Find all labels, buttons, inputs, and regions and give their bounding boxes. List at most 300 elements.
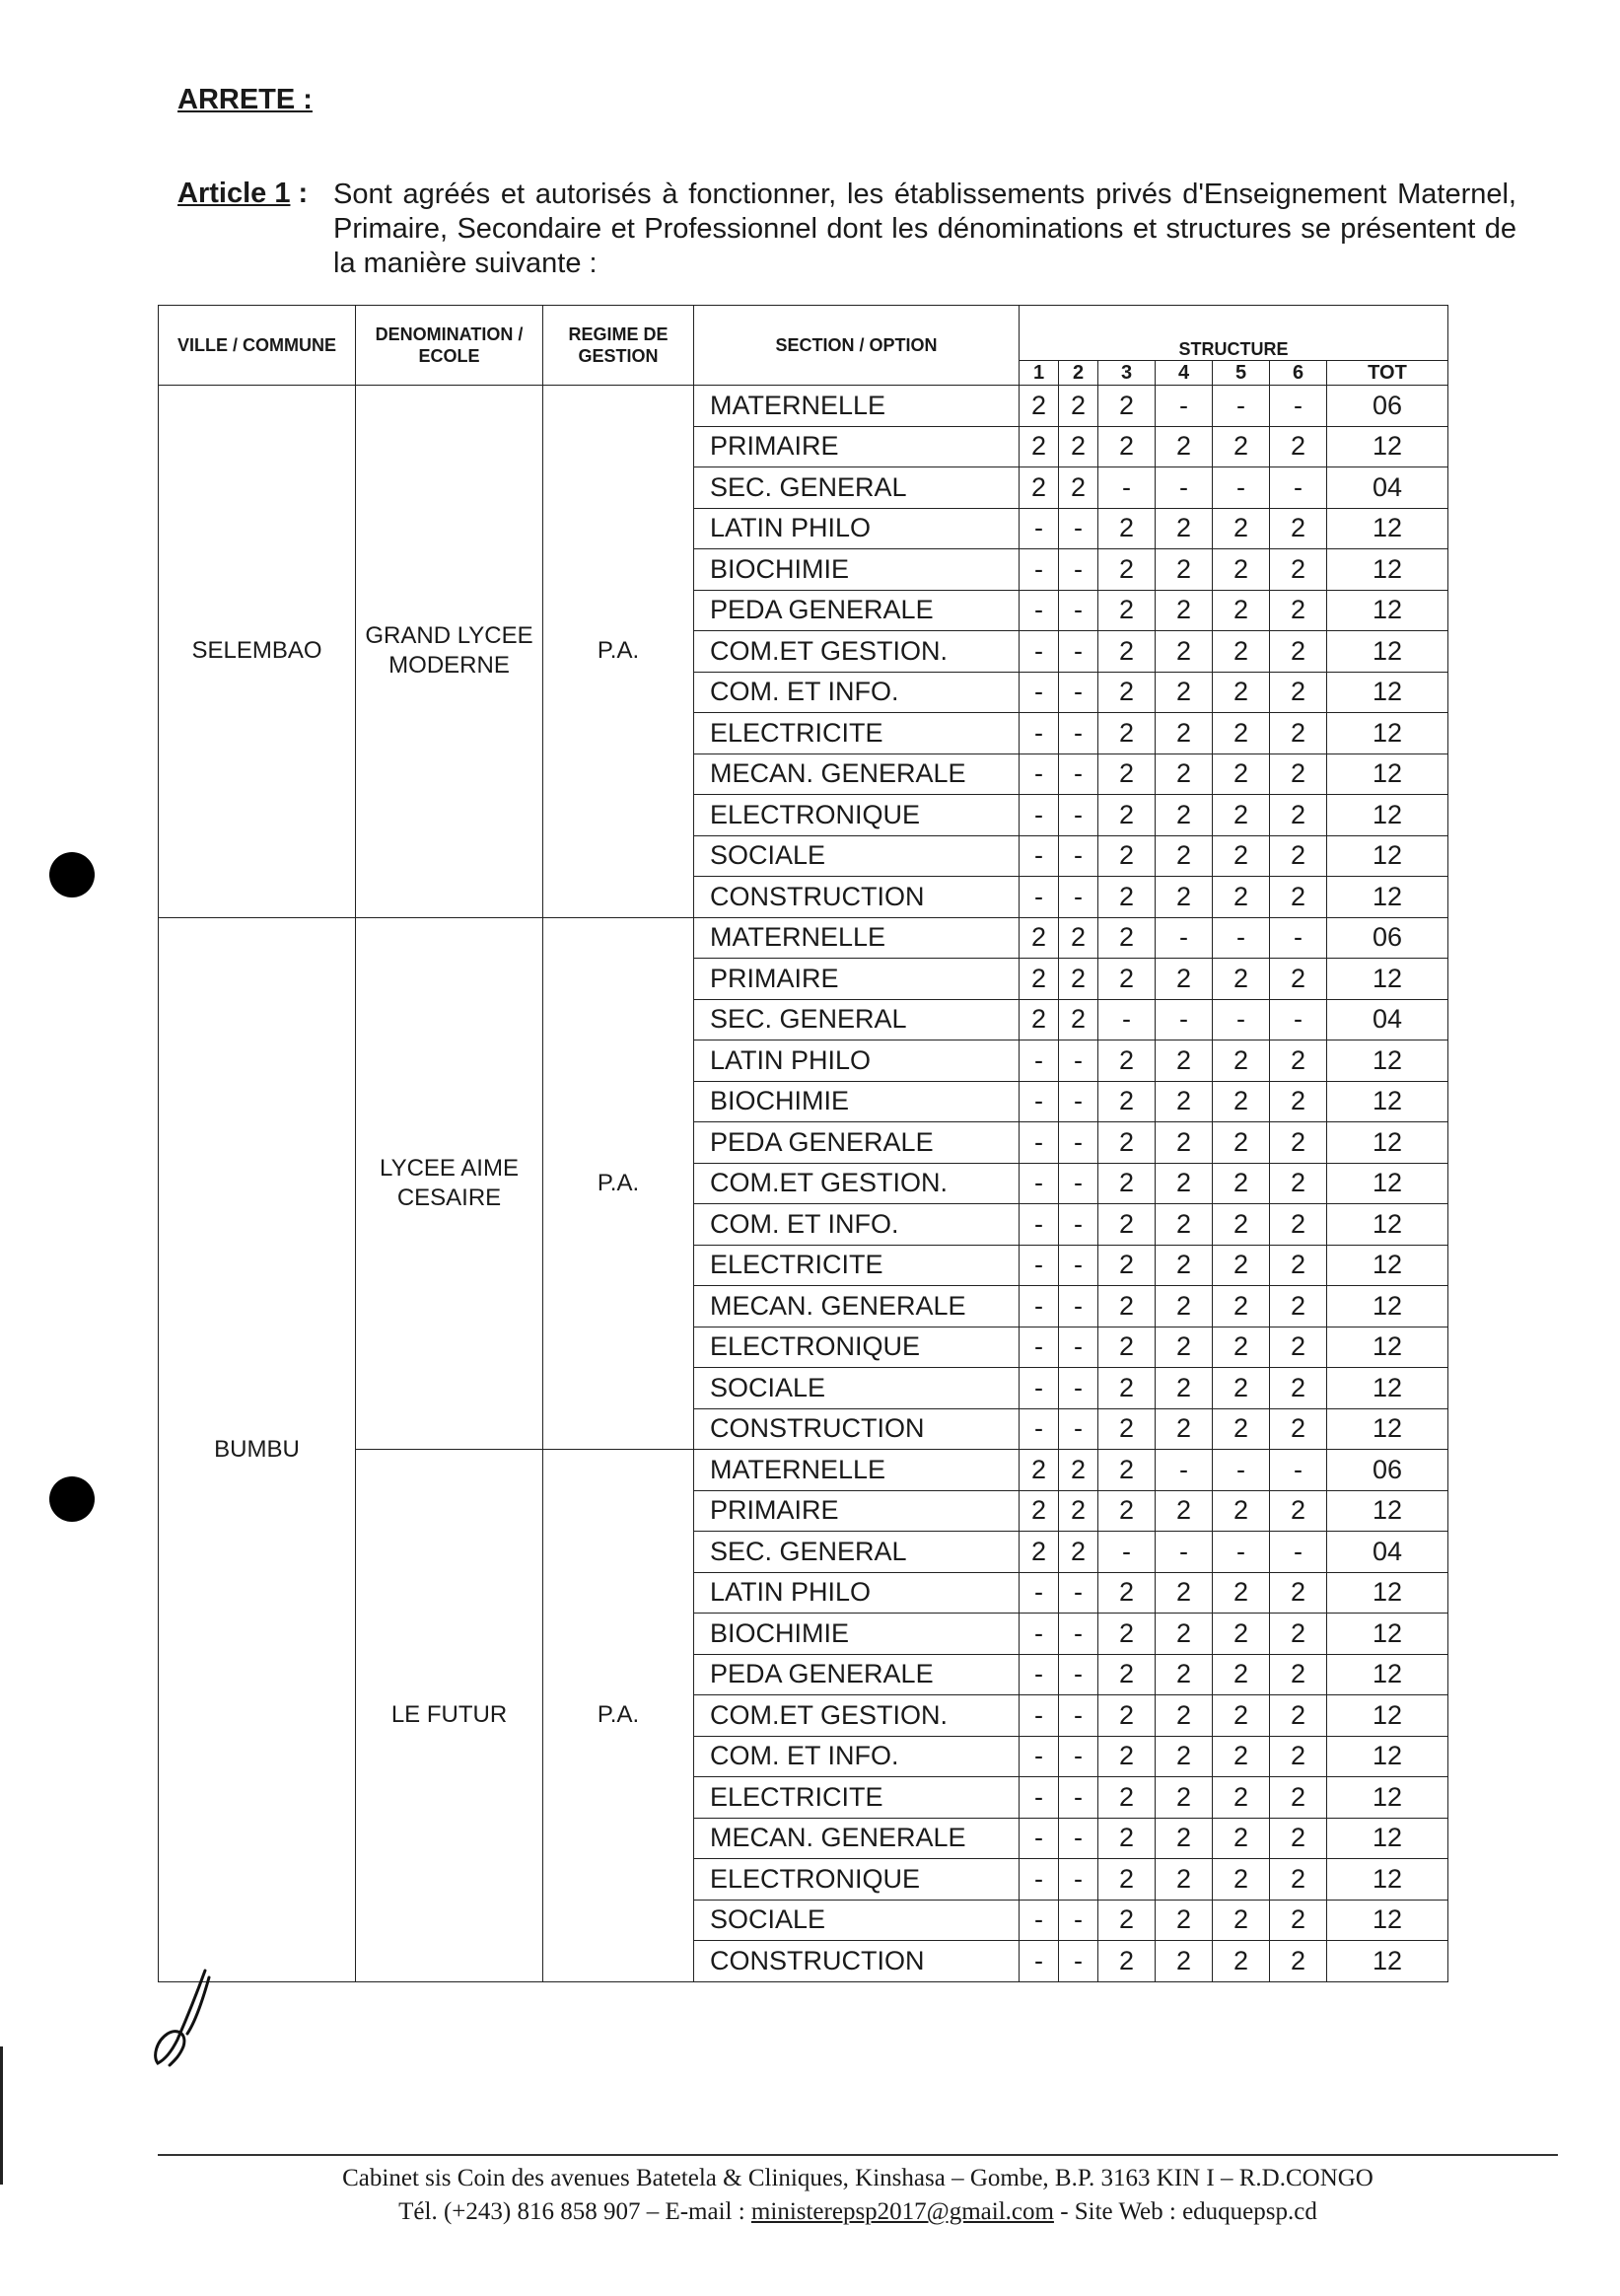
class-4-cell: 2	[1156, 959, 1213, 1000]
tot-cell: 12	[1327, 1368, 1448, 1409]
class-5-cell: 2	[1213, 713, 1270, 754]
class-1-cell: 2	[1020, 467, 1059, 509]
tot-cell: 04	[1327, 1532, 1448, 1573]
class-2-cell: -	[1059, 753, 1098, 795]
option-cell: ELECTRICITE	[694, 1245, 1020, 1286]
class-5-cell: 2	[1213, 1490, 1270, 1532]
option-cell: CONSTRUCTION	[694, 877, 1020, 918]
class-4-cell: 2	[1156, 1368, 1213, 1409]
class-1-cell: 2	[1020, 1532, 1059, 1573]
class-1-cell: -	[1020, 590, 1059, 631]
class-2-cell: 2	[1059, 426, 1098, 467]
class-6-cell: 2	[1270, 672, 1327, 713]
class-4-cell: 2	[1156, 1327, 1213, 1368]
class-1-cell: -	[1020, 1736, 1059, 1777]
class-3-cell: 2	[1098, 386, 1156, 427]
class-1-cell: -	[1020, 1163, 1059, 1204]
option-cell: BIOCHIMIE	[694, 1081, 1020, 1122]
class-2-cell: -	[1059, 1736, 1098, 1777]
class-6-cell: 2	[1270, 1040, 1327, 1082]
class-5-cell: 2	[1213, 1614, 1270, 1655]
class-1-cell: -	[1020, 1818, 1059, 1859]
school-name-cell: LE FUTUR	[356, 1450, 543, 1982]
tot-cell: 12	[1327, 1695, 1448, 1737]
class-6-cell: 2	[1270, 877, 1327, 918]
class-6-cell: 2	[1270, 753, 1327, 795]
article-label	[177, 178, 308, 210]
commune-cell: SELEMBAO	[159, 386, 356, 918]
class-4-cell: 2	[1156, 426, 1213, 467]
option-cell: MATERNELLE	[694, 1450, 1020, 1491]
class-5-cell: 2	[1213, 426, 1270, 467]
class-6-cell: 2	[1270, 1490, 1327, 1532]
class-5-cell: 2	[1213, 1777, 1270, 1819]
tot-cell: 12	[1327, 1204, 1448, 1246]
tot-cell: 12	[1327, 1286, 1448, 1327]
class-5-cell: 2	[1213, 1081, 1270, 1122]
class-3-cell: -	[1098, 999, 1156, 1040]
class-2-cell: 2	[1059, 1450, 1098, 1491]
option-cell: LATIN PHILO	[694, 1040, 1020, 1082]
class-3-cell: 2	[1098, 631, 1156, 673]
class-6-cell: 2	[1270, 713, 1327, 754]
tot-cell: 12	[1327, 1408, 1448, 1450]
class-5-cell: 2	[1213, 1163, 1270, 1204]
header-class-5: 5	[1213, 361, 1270, 386]
table-row	[159, 386, 1448, 427]
tot-cell: 12	[1327, 713, 1448, 754]
article-number: Article 1	[177, 178, 291, 209]
class-1-cell: 2	[1020, 1490, 1059, 1532]
class-3-cell: 2	[1098, 1040, 1156, 1082]
header-section: SECTION / OPTION	[694, 306, 1020, 386]
option-cell: PRIMAIRE	[694, 959, 1020, 1000]
regime-cell: P.A.	[543, 917, 694, 1450]
tot-cell: 12	[1327, 672, 1448, 713]
class-2-cell: 2	[1059, 467, 1098, 509]
tot-cell: 12	[1327, 1327, 1448, 1368]
class-3-cell: 2	[1098, 1777, 1156, 1819]
class-1-cell: -	[1020, 672, 1059, 713]
class-4-cell: 2	[1156, 631, 1213, 673]
class-2-cell: -	[1059, 1695, 1098, 1737]
class-1-cell: -	[1020, 753, 1059, 795]
class-4-cell: 2	[1156, 1777, 1213, 1819]
class-4-cell: 2	[1156, 1941, 1213, 1982]
class-3-cell: 2	[1098, 1408, 1156, 1450]
footer-address: Cabinet sis Coin des avenues Batetela & Cliniques, Kinshasa – Gombe, B.P. 3163 KIN I – R.D.CONGO	[342, 2165, 1373, 2191]
header-class-6: 6	[1270, 361, 1327, 386]
class-6-cell: -	[1270, 386, 1327, 427]
class-2-cell: -	[1059, 1654, 1098, 1695]
class-5-cell: 2	[1213, 1900, 1270, 1941]
option-cell: PRIMAIRE	[694, 426, 1020, 467]
class-6-cell: -	[1270, 1532, 1327, 1573]
table-row	[159, 917, 1448, 959]
class-3-cell: 2	[1098, 426, 1156, 467]
class-5-cell: 2	[1213, 795, 1270, 836]
class-4-cell: 2	[1156, 795, 1213, 836]
class-6-cell: 2	[1270, 1654, 1327, 1695]
class-2-cell: -	[1059, 631, 1098, 673]
class-5-cell: -	[1213, 999, 1270, 1040]
class-4-cell: 2	[1156, 1614, 1213, 1655]
class-5-cell: 2	[1213, 1286, 1270, 1327]
class-1-cell: -	[1020, 1941, 1059, 1982]
tot-cell: 12	[1327, 959, 1448, 1000]
class-6-cell: 2	[1270, 1245, 1327, 1286]
class-2-cell: -	[1059, 1818, 1098, 1859]
class-3-cell: 2	[1098, 713, 1156, 754]
class-1-cell: 2	[1020, 1450, 1059, 1491]
class-4-cell: 2	[1156, 1695, 1213, 1737]
class-4-cell: 2	[1156, 1163, 1213, 1204]
class-4-cell: 2	[1156, 1859, 1213, 1901]
class-2-cell: -	[1059, 1572, 1098, 1614]
tot-cell: 12	[1327, 590, 1448, 631]
class-1-cell: -	[1020, 1286, 1059, 1327]
option-cell: LATIN PHILO	[694, 1572, 1020, 1614]
class-4-cell: 2	[1156, 1654, 1213, 1695]
tot-cell: 12	[1327, 1490, 1448, 1532]
tot-cell: 06	[1327, 917, 1448, 959]
class-6-cell: 2	[1270, 1163, 1327, 1204]
tot-cell: 04	[1327, 467, 1448, 509]
class-4-cell: -	[1156, 467, 1213, 509]
class-2-cell: 2	[1059, 386, 1098, 427]
class-6-cell: 2	[1270, 549, 1327, 591]
class-3-cell: 2	[1098, 590, 1156, 631]
class-5-cell: 2	[1213, 1327, 1270, 1368]
class-4-cell: 2	[1156, 1900, 1213, 1941]
tot-cell: 12	[1327, 1040, 1448, 1082]
class-1-cell: -	[1020, 1654, 1059, 1695]
class-5-cell: -	[1213, 1532, 1270, 1573]
class-1-cell: -	[1020, 1204, 1059, 1246]
class-1-cell: -	[1020, 1572, 1059, 1614]
class-3-cell: 2	[1098, 1695, 1156, 1737]
class-5-cell: 2	[1213, 549, 1270, 591]
class-4-cell: -	[1156, 386, 1213, 427]
tot-cell: 12	[1327, 1614, 1448, 1655]
class-1-cell: -	[1020, 549, 1059, 591]
class-3-cell: 2	[1098, 1736, 1156, 1777]
class-6-cell: 2	[1270, 1408, 1327, 1450]
class-1-cell: -	[1020, 835, 1059, 877]
class-1-cell: -	[1020, 1859, 1059, 1901]
header-regime: REGIME DE GESTION	[543, 306, 694, 386]
class-6-cell: -	[1270, 917, 1327, 959]
class-5-cell: 2	[1213, 1654, 1270, 1695]
option-cell: COM. ET INFO.	[694, 1204, 1020, 1246]
class-4-cell: -	[1156, 917, 1213, 959]
tot-cell: 12	[1327, 631, 1448, 673]
option-cell: COM.ET GESTION.	[694, 1163, 1020, 1204]
class-4-cell: 2	[1156, 549, 1213, 591]
option-cell: PEDA GENERALE	[694, 1122, 1020, 1164]
class-2-cell: -	[1059, 1900, 1098, 1941]
regime-cell: P.A.	[543, 386, 694, 918]
class-2-cell: -	[1059, 1122, 1098, 1164]
class-5-cell: 2	[1213, 959, 1270, 1000]
option-cell: SEC. GENERAL	[694, 1532, 1020, 1573]
option-cell: ELECTRICITE	[694, 713, 1020, 754]
class-4-cell: 2	[1156, 1040, 1213, 1082]
class-4-cell: 2	[1156, 1245, 1213, 1286]
class-3-cell: 2	[1098, 1859, 1156, 1901]
option-cell: ELECTRONIQUE	[694, 1327, 1020, 1368]
class-6-cell: 2	[1270, 1286, 1327, 1327]
tot-cell: 12	[1327, 426, 1448, 467]
class-2-cell: -	[1059, 1204, 1098, 1246]
class-1-cell: 2	[1020, 917, 1059, 959]
class-2-cell: 2	[1059, 1490, 1098, 1532]
class-4-cell: 2	[1156, 713, 1213, 754]
option-cell: MECAN. GENERALE	[694, 1818, 1020, 1859]
class-3-cell: 2	[1098, 835, 1156, 877]
class-3-cell: 2	[1098, 1163, 1156, 1204]
class-5-cell: 2	[1213, 1695, 1270, 1737]
class-6-cell: -	[1270, 1450, 1327, 1491]
class-1-cell: 2	[1020, 959, 1059, 1000]
class-5-cell: 2	[1213, 1368, 1270, 1409]
class-3-cell: 2	[1098, 508, 1156, 549]
option-cell: SOCIALE	[694, 835, 1020, 877]
class-3-cell: 2	[1098, 1900, 1156, 1941]
option-cell: SEC. GENERAL	[694, 999, 1020, 1040]
class-3-cell: 2	[1098, 549, 1156, 591]
class-4-cell: -	[1156, 1532, 1213, 1573]
option-cell: MATERNELLE	[694, 386, 1020, 427]
class-2-cell: -	[1059, 1614, 1098, 1655]
header-class-2: 2	[1059, 361, 1098, 386]
option-cell: ELECTRONIQUE	[694, 1859, 1020, 1901]
class-2-cell: -	[1059, 1163, 1098, 1204]
option-cell: PRIMAIRE	[694, 1490, 1020, 1532]
class-2-cell: -	[1059, 549, 1098, 591]
class-6-cell: 2	[1270, 1859, 1327, 1901]
article-colon: :	[290, 178, 309, 209]
initials-signature	[148, 1963, 237, 2071]
class-5-cell: -	[1213, 1450, 1270, 1491]
class-1-cell: -	[1020, 508, 1059, 549]
header-denomination: DENOMINATION / ECOLE	[356, 306, 543, 386]
class-6-cell: 2	[1270, 1695, 1327, 1737]
class-3-cell: 2	[1098, 1572, 1156, 1614]
class-6-cell: 2	[1270, 1736, 1327, 1777]
footer-phone: Tél. (+243) 816 858 907 – E-mail :	[398, 2198, 751, 2225]
footer-website: - Site Web : eduquepsp.cd	[1053, 2198, 1317, 2225]
class-6-cell: 2	[1270, 795, 1327, 836]
class-1-cell: -	[1020, 1368, 1059, 1409]
class-2-cell: -	[1059, 1368, 1098, 1409]
class-4-cell: 2	[1156, 1408, 1213, 1450]
class-4-cell: 2	[1156, 1204, 1213, 1246]
class-5-cell: 2	[1213, 1408, 1270, 1450]
class-6-cell: 2	[1270, 1122, 1327, 1164]
option-cell: SOCIALE	[694, 1900, 1020, 1941]
class-6-cell: 2	[1270, 835, 1327, 877]
class-5-cell: 2	[1213, 1736, 1270, 1777]
class-2-cell: -	[1059, 508, 1098, 549]
class-3-cell: 2	[1098, 1368, 1156, 1409]
class-4-cell: 2	[1156, 1081, 1213, 1122]
class-6-cell: 2	[1270, 1777, 1327, 1819]
class-4-cell: 2	[1156, 590, 1213, 631]
margin-mark	[0, 2046, 3, 2185]
class-5-cell: 2	[1213, 672, 1270, 713]
tot-cell: 12	[1327, 1081, 1448, 1122]
header-class-3: 3	[1098, 361, 1156, 386]
class-1-cell: 2	[1020, 386, 1059, 427]
punch-hole-top	[49, 852, 95, 897]
tot-cell: 12	[1327, 1777, 1448, 1819]
option-cell: BIOCHIMIE	[694, 549, 1020, 591]
class-2-cell: -	[1059, 1286, 1098, 1327]
class-5-cell: 2	[1213, 508, 1270, 549]
tot-cell: 12	[1327, 1163, 1448, 1204]
class-6-cell: -	[1270, 467, 1327, 509]
class-2-cell: -	[1059, 795, 1098, 836]
class-2-cell: -	[1059, 1941, 1098, 1982]
class-3-cell: 2	[1098, 917, 1156, 959]
option-cell: LATIN PHILO	[694, 508, 1020, 549]
structure-table	[158, 305, 1448, 1982]
class-2-cell: -	[1059, 1777, 1098, 1819]
class-3-cell: 2	[1098, 1654, 1156, 1695]
option-cell: COM. ET INFO.	[694, 1736, 1020, 1777]
class-2-cell: -	[1059, 713, 1098, 754]
class-5-cell: 2	[1213, 877, 1270, 918]
tot-cell: 12	[1327, 1859, 1448, 1901]
class-1-cell: 2	[1020, 999, 1059, 1040]
class-4-cell: 2	[1156, 1818, 1213, 1859]
tot-cell: 12	[1327, 835, 1448, 877]
class-6-cell: 2	[1270, 508, 1327, 549]
class-3-cell: 2	[1098, 1614, 1156, 1655]
class-3-cell: 2	[1098, 1818, 1156, 1859]
class-2-cell: -	[1059, 1040, 1098, 1082]
tot-cell: 12	[1327, 1818, 1448, 1859]
class-1-cell: -	[1020, 1777, 1059, 1819]
header-tot: TOT	[1327, 361, 1448, 386]
tot-cell: 06	[1327, 1450, 1448, 1491]
class-3-cell: -	[1098, 1532, 1156, 1573]
option-cell: SOCIALE	[694, 1368, 1020, 1409]
class-2-cell: 2	[1059, 999, 1098, 1040]
class-6-cell: 2	[1270, 959, 1327, 1000]
tot-cell: 12	[1327, 877, 1448, 918]
class-3-cell: 2	[1098, 959, 1156, 1000]
school-name-cell: LYCEE AIME CESAIRE	[356, 917, 543, 1450]
class-6-cell: 2	[1270, 1900, 1327, 1941]
class-6-cell: 2	[1270, 1368, 1327, 1409]
tot-cell: 04	[1327, 999, 1448, 1040]
class-3-cell: -	[1098, 467, 1156, 509]
class-6-cell: 2	[1270, 631, 1327, 673]
class-2-cell: -	[1059, 835, 1098, 877]
tot-cell: 12	[1327, 1900, 1448, 1941]
class-6-cell: 2	[1270, 1818, 1327, 1859]
class-3-cell: 2	[1098, 753, 1156, 795]
class-4-cell: 2	[1156, 672, 1213, 713]
class-5-cell: 2	[1213, 1204, 1270, 1246]
footer-email-link[interactable]: ministerepsp2017@gmail.com	[750, 2198, 1054, 2225]
class-1-cell: -	[1020, 631, 1059, 673]
class-2-cell: -	[1059, 590, 1098, 631]
class-2-cell: -	[1059, 1859, 1098, 1901]
tot-cell: 12	[1327, 795, 1448, 836]
header-ville: VILLE / COMMUNE	[159, 306, 356, 386]
tot-cell: 12	[1327, 1572, 1448, 1614]
option-cell: BIOCHIMIE	[694, 1614, 1020, 1655]
option-cell: ELECTRICITE	[694, 1777, 1020, 1819]
class-5-cell: -	[1213, 386, 1270, 427]
class-4-cell: 2	[1156, 1490, 1213, 1532]
class-6-cell: 2	[1270, 1614, 1327, 1655]
class-1-cell: -	[1020, 1614, 1059, 1655]
class-6-cell: 2	[1270, 1327, 1327, 1368]
option-cell: CONSTRUCTION	[694, 1941, 1020, 1982]
option-cell: ELECTRONIQUE	[694, 795, 1020, 836]
option-cell: PEDA GENERALE	[694, 1654, 1020, 1695]
header-class-4: 4	[1156, 361, 1213, 386]
class-5-cell: 2	[1213, 835, 1270, 877]
tot-cell: 12	[1327, 1736, 1448, 1777]
class-4-cell: 2	[1156, 835, 1213, 877]
class-2-cell: 2	[1059, 959, 1098, 1000]
class-3-cell: 2	[1098, 672, 1156, 713]
footer-divider	[158, 2154, 1558, 2156]
tot-cell: 12	[1327, 549, 1448, 591]
class-3-cell: 2	[1098, 1490, 1156, 1532]
class-5-cell: 2	[1213, 1245, 1270, 1286]
tot-cell: 12	[1327, 1122, 1448, 1164]
class-6-cell: 2	[1270, 1572, 1327, 1614]
option-cell: COM.ET GESTION.	[694, 631, 1020, 673]
class-1-cell: -	[1020, 1327, 1059, 1368]
option-cell: CONSTRUCTION	[694, 1408, 1020, 1450]
table-body	[159, 386, 1448, 1982]
option-cell: MECAN. GENERALE	[694, 1286, 1020, 1327]
class-5-cell: 2	[1213, 1859, 1270, 1901]
class-4-cell: 2	[1156, 508, 1213, 549]
header-structure: STRUCTURE	[1020, 306, 1448, 361]
class-1-cell: -	[1020, 1900, 1059, 1941]
class-5-cell: -	[1213, 917, 1270, 959]
tot-cell: 06	[1327, 386, 1448, 427]
class-3-cell: 2	[1098, 1245, 1156, 1286]
class-3-cell: 2	[1098, 1122, 1156, 1164]
tot-cell: 12	[1327, 1245, 1448, 1286]
class-1-cell: -	[1020, 1408, 1059, 1450]
class-3-cell: 2	[1098, 1286, 1156, 1327]
class-5-cell: 2	[1213, 1941, 1270, 1982]
commune-cell: BUMBU	[159, 917, 356, 1981]
class-5-cell: -	[1213, 467, 1270, 509]
class-2-cell: -	[1059, 1408, 1098, 1450]
class-1-cell: -	[1020, 1122, 1059, 1164]
class-4-cell: 2	[1156, 1736, 1213, 1777]
class-1-cell: -	[1020, 1245, 1059, 1286]
class-6-cell: 2	[1270, 1204, 1327, 1246]
class-2-cell: 2	[1059, 1532, 1098, 1573]
class-6-cell: 2	[1270, 1941, 1327, 1982]
class-2-cell: -	[1059, 877, 1098, 918]
class-3-cell: 2	[1098, 1204, 1156, 1246]
class-3-cell: 2	[1098, 877, 1156, 918]
class-1-cell: 2	[1020, 426, 1059, 467]
